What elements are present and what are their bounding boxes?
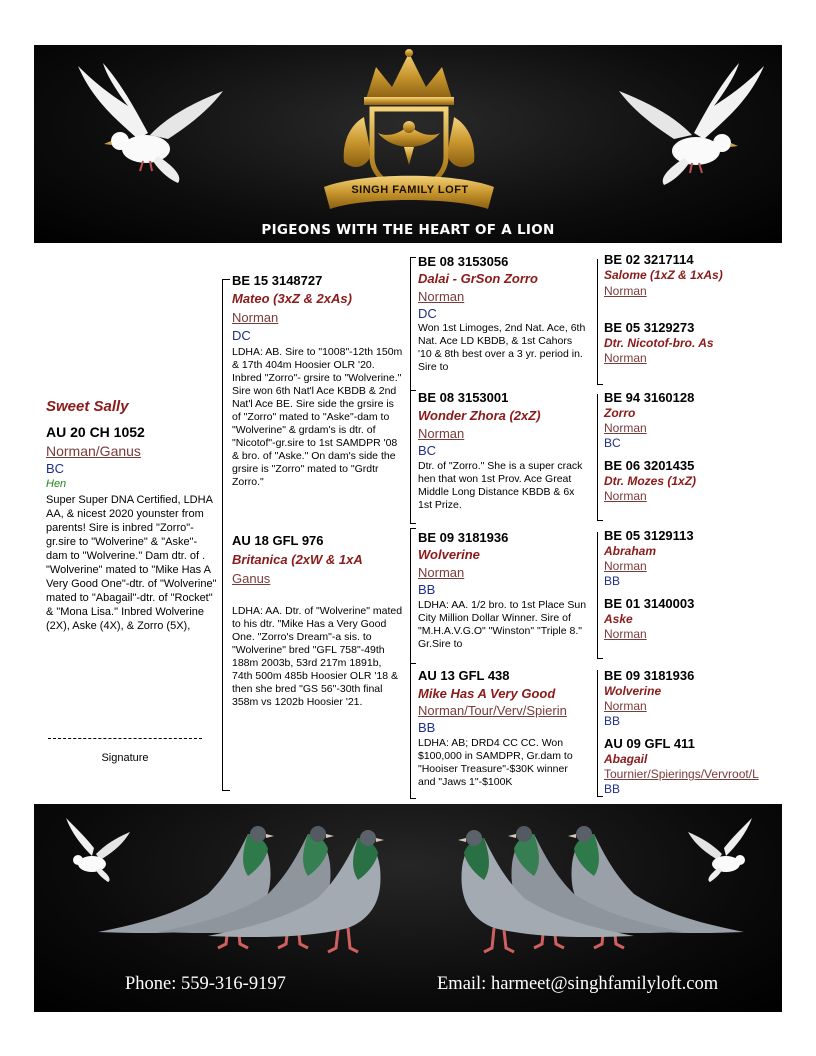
tagline: PIGEONS WITH THE HEART OF A LION [261,222,555,238]
grandparent-breeder: Norman [418,289,465,304]
bracket-line [597,670,598,796]
grandparent-description: LDHA: AB; DRD4 CC CC. Won $100,000 in SAMDPR, Gr.dam to "Hooiser Treasure"-$30K winner and "Jaws 1"-$100K [418,737,573,788]
sire-name: Mateo (3xZ & 2xAs) [232,291,352,306]
great-grandparent-name: Abraham [604,544,657,558]
dam-reg: AU 18 GFL 976 [232,533,324,548]
great-grandparent-reg: BE 02 3217114 [604,252,694,267]
pigeons-right-image [454,814,744,964]
subject-breeder: Norman/Ganus [46,443,141,459]
bracket-line [410,663,416,664]
great-grandparent-reg: BE 05 3129273 [604,320,695,335]
great-grandparent-name: Abagail [604,752,648,766]
great-grandparent-breeder: Norman [604,351,647,365]
great-grandparent-breeder: Norman [604,627,647,641]
great-grandparent-breeder: Tournier/Spierings/Vervroot/L [604,767,759,781]
email-text: Email: harmeet@singhfamilyloft.com [437,974,719,994]
grandparent-description: Won 1st Limoges, 2nd Nat. Ace, 6th Nat. Ace LD KBDB, & 1st Cahors '10 & 8th best over a 3 yr. period in. Sire to [418,322,586,373]
header-banner [34,45,782,243]
great-grandparent-breeder: Norman [604,559,647,573]
subject-color: BC [46,461,65,476]
dam-description: LDHA: AA. Dtr. of "Wolverine" mated to his dtr. "Mike Has a Very Good One. "Zorro's Dream"-a sis. to "Wolverine" bred "GFL 758"-49th 188m 2003b, 53rd 217m 1891b, 74th 500m 485b Hoosier OLR '18 & then she bred "GS 56"-30th final 358m vs 1202b Hoosier '21. [232,605,403,708]
great-grandparent-breeder: Norman [604,699,647,713]
sire-reg: BE 15 3148727 [232,273,323,288]
bracket-line [597,520,603,521]
logo-text: SINGH FAMILY LOFT [351,184,469,196]
great-grandparent-color: BB [604,574,621,588]
bracket-line [222,279,223,790]
bracket-line [410,390,416,391]
dove-right-image [614,61,784,196]
great-grandparent-name: Salome (1xZ & 1xAs) [604,268,723,282]
great-grandparent-breeder: Norman [604,421,647,435]
grandparent-color: BB [418,582,436,597]
great-grandparent-reg: BE 06 3201435 [604,458,695,473]
great-grandparent-reg: BE 94 3160128 [604,390,695,405]
great-grandparent-reg: AU 09 GFL 411 [604,736,695,751]
great-grandparent-reg: BE 09 3181936 [604,668,695,683]
footer-banner [34,804,782,1012]
grandparent-name: Mike Has A Very Good [418,686,556,701]
bracket-line [597,394,598,520]
great-grandparent-breeder: Norman [604,489,647,503]
grandparent-name: Wolverine [418,547,480,562]
bracket-line [597,658,603,659]
dam-name: Britanica (2xW & 1xA [232,552,363,567]
grandparent-breeder: Norman [418,565,465,580]
sire-color: DC [232,328,251,343]
grandparent-color: BB [418,720,436,735]
bracket-line [597,259,598,384]
grandparent-reg: BE 08 3153056 [418,254,509,269]
great-grandparent-name: Wolverine [604,684,662,698]
bracket-line [410,257,416,258]
bracket-line [410,523,416,524]
dove-left-image [58,61,228,191]
bracket-line [597,796,603,797]
great-grandparent-color: BC [604,436,621,450]
grandparent-name: Dalai - GrSon Zorro [418,271,538,286]
grandparent-breeder: Norman [418,426,465,441]
bracket-line [597,532,598,658]
great-grandparent-color: BB [604,782,621,796]
signature-label: Signature [101,752,149,764]
bracket-line [222,790,230,791]
great-grandparent-breeder: Norman [604,284,647,298]
grandparent-name: Wonder Zhora (2xZ) [418,408,541,423]
dam-breeder: Ganus [232,571,271,586]
grandparent-reg: BE 09 3181936 [418,530,509,545]
grandparent-breeder: Norman/Tour/Verv/Spierin [418,703,567,718]
great-grandparent-color: BB [604,714,621,728]
great-grandparent-reg: BE 05 3129113 [604,528,694,543]
bracket-line [222,279,230,280]
grandparent-description: Dtr. of "Zorro." She is a super crack hen that won 1st Prov. Ace Great Middle Long Distance KBDB & 6x 1st Prize. [418,460,583,511]
great-grandparent-name: Zorro [604,406,636,420]
great-grandparent-name: Dtr. Mozes (1xZ) [604,474,697,488]
great-grandparent-name: Aske [604,612,633,626]
sire-breeder: Norman [232,310,279,325]
signature-line [48,738,202,739]
great-grandparent-reg: BE 01 3140003 [604,596,695,611]
great-grandparent-name: Dtr. Nicotof-bro. As [604,336,714,350]
bracket-line [597,384,603,385]
grandparent-reg: BE 08 3153001 [418,390,509,405]
grandparent-color: BC [418,443,437,458]
phone-text: Phone: 559-316-9197 [125,974,286,994]
sire-description: LDHA: AB. Sire to "1008"-12th 150m & 17th 404m Hoosier OLR '20. Inbred "Zorro"- grsire to "Wolverine." Sire won 6th Nat'l Ace KBDB & 2nd Nat'l Ace BE. Sire side the grsire is of "Zorro" mated to "Aske"-dam to "Wolverine" & grdam's is dtr. of "Nicotof"-gr.sire to 1st SAMDPR '08 & bro. of "Aske." On dam's side the grsire is "Zorro" mated to "Grdtr Zorro." [232,346,403,488]
bracket-line [410,528,416,529]
grandparent-reg: AU 13 GFL 438 [418,668,510,683]
bracket-line [410,798,416,799]
subject-name: Sweet Sally [46,398,129,415]
pigeons-left-image [98,814,388,964]
subject-sex: Hen [46,478,67,490]
subject-reg: AU 20 CH 1052 [46,424,145,440]
grandparent-description: LDHA: AA. 1/2 bro. to 1st Place Sun City Million Dollar Winner. Sire of "M.H.A.V.G.O" "Winston" "Triple 8." Gr.Sire to [418,599,587,650]
grandparent-color: DC [418,306,437,321]
subject-description: Super Super DNA Certified, LDHA AA, & nicest 2020 younster from parents! Sire is inbred "Zorro"-gr.sire to "Wolverine" & "Aske"-dam to "Wolverine." Dam dtr. of . "Wolverine" mated to "Mike Has A Very Good One"-dtr. of "Wolverine" mated to "Abagail"-dtr. of "Rocket" & "Mona Lisa." Inbred Wolverine (2X), Aske (4X), & Zorro (5X), [46,494,217,632]
